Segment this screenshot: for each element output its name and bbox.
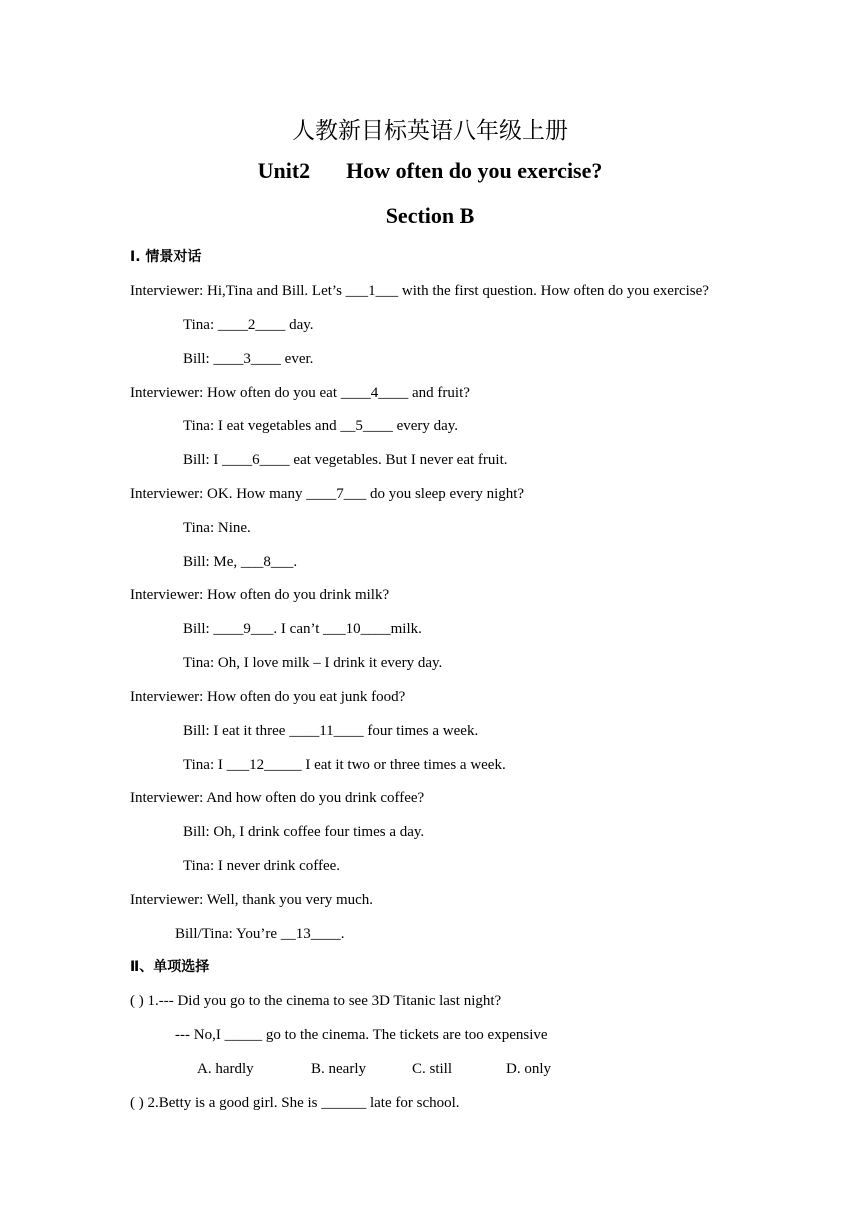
- dialogue-line: Tina: I eat vegetables and __5____ every day.: [183, 418, 459, 434]
- dialogue-line: Interviewer: And how often do you drink coffee?: [130, 790, 425, 806]
- dialogue-line: Interviewer: How often do you drink milk?: [130, 587, 390, 603]
- part2-heading: Ⅱ、单项选择: [130, 959, 210, 975]
- dialogue-line: Bill: Me, ___8___.: [183, 554, 298, 570]
- option-a: A. hardly: [197, 1061, 254, 1077]
- dialogue-line: Interviewer: Hi,Tina and Bill. Let’s ___1___ with the first question. How often do you exercise?: [130, 283, 709, 299]
- option-b: B. nearly: [311, 1061, 366, 1077]
- dialogue-line: Interviewer: How often do you eat junk food?: [130, 689, 406, 705]
- section-heading: Section B: [385, 203, 475, 228]
- question-1-options: [197, 1059, 551, 1079]
- dialogue-line: Tina: Nine.: [183, 520, 251, 536]
- dialogue-line: Interviewer: Well, thank you very much.: [130, 892, 374, 908]
- dialogue-line: Bill: I eat it three ____11____ four times a week.: [183, 723, 479, 739]
- question-1-reply: --- No,I _____ go to the cinema. The tickets are too expensive: [175, 1027, 548, 1043]
- dialogue-line: Bill: I ____6____ eat vegetables. But I never eat fruit.: [183, 452, 508, 468]
- document-title-cn: 人教新目标英语八年级上册: [292, 118, 568, 144]
- unit-number: Unit2: [257, 158, 311, 183]
- unit-heading: [0, 158, 860, 184]
- option-d: D. only: [506, 1061, 551, 1077]
- dialogue-line: Interviewer: OK. How many ____7___ do you sleep every night?: [130, 486, 525, 502]
- dialogue-line: Tina: I ___12_____ I eat it two or three times a week.: [183, 757, 506, 773]
- dialogue-line: Bill: ____3____ ever.: [183, 351, 314, 367]
- dialogue-line: Tina: Oh, I love milk – I drink it every day.: [183, 655, 443, 671]
- dialogue-line: Tina: ____2____ day.: [183, 317, 314, 333]
- option-c: C. still: [412, 1061, 453, 1077]
- dialogue-line: Tina: I never drink coffee.: [183, 858, 341, 874]
- part1-heading: I. 情景对话: [130, 249, 202, 265]
- dialogue-line: Bill: Oh, I drink coffee four times a day.: [183, 824, 425, 840]
- question-1: ( ) 1.--- Did you go to the cinema to see 3D Titanic last night?: [130, 993, 502, 1009]
- dialogue-line: Bill/Tina: You’re __13____.: [175, 926, 345, 942]
- dialogue-line: Bill: ____9___. I can’t ___10____milk.: [183, 621, 422, 637]
- unit-title: How often do you exercise?: [346, 158, 603, 183]
- dialogue-line: Interviewer: How often do you eat ____4____ and fruit?: [130, 385, 470, 401]
- question-2: ( ) 2.Betty is a good girl. She is ______ late for school.: [130, 1095, 460, 1111]
